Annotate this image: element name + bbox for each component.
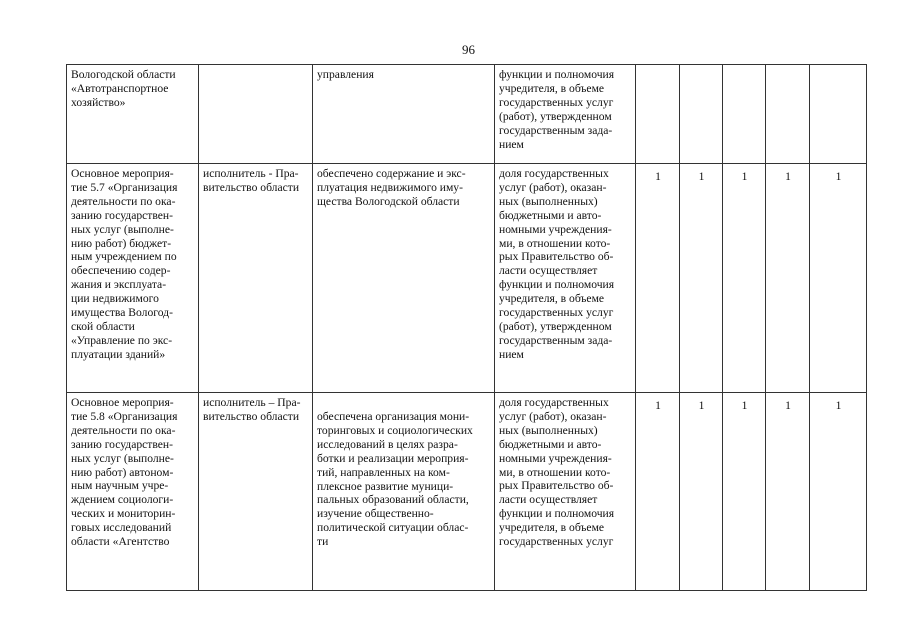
event-name-cell: Вологодской области «Автотранспортное хозяйство» — [67, 65, 199, 164]
executor-cell: исполнитель - Пра- вительство области — [199, 164, 313, 393]
table-row — [67, 65, 867, 164]
value-cell: 1 — [810, 164, 867, 393]
value-cell — [636, 65, 680, 164]
indicator-cell: доля государственных услуг (работ), оказан- ных (выполненных) бюджетными и авто- номными учреждения- ми, в отношении кото- рых Правительство об- ласти осуществляет функции и полномочия учредителя, в объеме государственных услуг — [495, 393, 636, 591]
value-cell: 1 — [680, 393, 723, 591]
value-cell: 1 — [723, 393, 766, 591]
program-table — [66, 64, 867, 591]
page-number: 96 — [462, 42, 475, 57]
table-row — [67, 393, 867, 591]
executor-cell: исполнитель – Пра- вительство области — [199, 393, 313, 591]
value-cell: 1 — [766, 393, 810, 591]
value-cell: 1 — [636, 164, 680, 393]
indicator-cell: функции и полномочия учредителя, в объеме государственных услуг (работ), утвержденном государственным зада- нием — [495, 65, 636, 164]
event-name-cell: Основное мероприя- тие 5.7 «Организация деятельности по ока- занию государствен- ных услуг (выполне- нию работ) бюджет- ным учреждением по обеспечению содер- жания и эксплуата- ции недвижимого имущества Вологод- ской области «Управление по экс- плуатации зданий» — [67, 164, 199, 393]
value-cell — [766, 65, 810, 164]
result-cell: обеспечено содержание и экс- плуатация недвижимого иму- щества Вологодской области — [313, 164, 495, 393]
event-name-cell: Основное мероприя- тие 5.8 «Организация деятельности по ока- занию государствен- ных услуг (выполне- нию работ) автоном- ным научным учре- ждением социологи- ческих и мониторин- говых исследований области «Агентство — [67, 393, 199, 591]
indicator-cell: доля государственных услуг (работ), оказан- ных (выполненных) бюджетными и авто- номными учреждения- ми, в отношении кото- рых Правительство об- ласти осуществляет функции и полномочия учредителя, в объеме государственных услуг (работ), утвержденном государственным зада- нием — [495, 164, 636, 393]
value-cell: 1 — [680, 164, 723, 393]
value-cell — [723, 65, 766, 164]
value-cell — [810, 65, 867, 164]
value-cell — [680, 65, 723, 164]
result-cell: управления — [313, 65, 495, 164]
value-cell: 1 — [723, 164, 766, 393]
value-cell: 1 — [810, 393, 867, 591]
value-cell: 1 — [766, 164, 810, 393]
executor-cell — [199, 65, 313, 164]
table-row — [67, 164, 867, 393]
value-cell: 1 — [636, 393, 680, 591]
result-cell: обеспечена организация мони- торинговых и социологических исследований в целях разра- ботки и реализации мероприя- тий, направленных на ком- плексное развитие муници- пальных образований области, изучение общественно- политической ситуации облас- ти — [313, 393, 495, 591]
